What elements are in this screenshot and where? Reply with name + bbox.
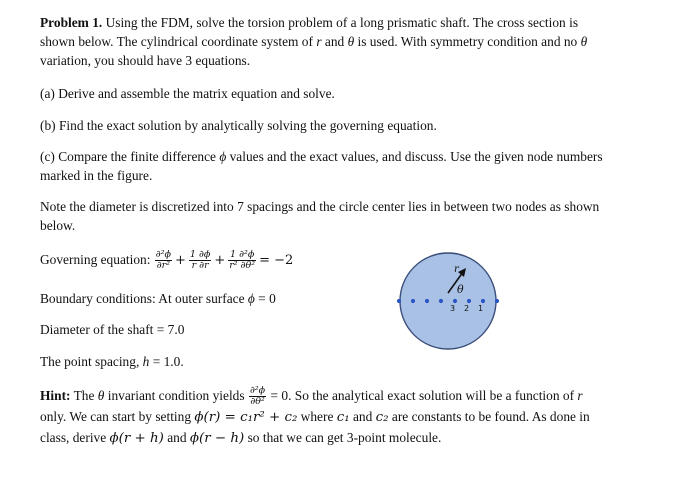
- part-c: (c) Compare the finite difference ϕ values and the exact values, and discuss. Use the given node numbers marked in the figure.: [40, 149, 603, 183]
- hint-label: Hint:: [40, 388, 71, 403]
- fraction-term-3: $\frac{\text{1 ∂²ϕ}}{\text{r² ∂θ²}}$: [229, 249, 256, 272]
- cross-section-figure: [396, 250, 500, 354]
- label-theta: θ: [457, 283, 464, 296]
- node-dot: [453, 299, 457, 303]
- hint-fraction: $\frac{\text{∂²ϕ}}{\text{∂θ²}}$: [249, 385, 266, 408]
- point-spacing: The point spacing, h = 1.0.: [40, 354, 184, 369]
- hint: Hint: The θ invariant condition yields $\frac{\text{∂²ϕ}}{\text{∂θ²}}$ = 0. So the analytical exact solution will be a function of r only. We can start by setting ϕ(r) = c₁r² + c₂ where c₁ and c₂ are constants to be found. As done in class, derive ϕ(r + h) and ϕ(r − h) so that we can get 3-point molecule.: [40, 385, 590, 447]
- note: Note the diameter is discretized into 7 spacings and the circle center lies in between two nodes as shown below.: [40, 199, 600, 233]
- node-dot: [411, 299, 415, 303]
- problem-statement: Problem 1. Using the FDM, solve the torsion problem of a long prismatic shaft. The cross section is shown below. The cylindrical coordinate system of r and θ is used. With symmetry condition and no θ variation, you should have 3 equations.: [40, 15, 588, 68]
- node-label-1: 1: [478, 304, 484, 313]
- node-dot: [481, 299, 485, 303]
- part-a: (a) Derive and assemble the matrix equation and solve.: [40, 86, 335, 101]
- node-dot: [439, 299, 443, 303]
- node-label-3: 3: [450, 304, 456, 313]
- node-dot: [495, 299, 499, 303]
- fraction-term-1: $\frac{\text{∂²ϕ}}{\text{∂r²}}$: [155, 249, 171, 272]
- problem-label: Problem 1.: [40, 15, 103, 30]
- node-label-2: 2: [464, 304, 470, 313]
- governing-equation: Governing equation: $\frac{\text{∂²ϕ}}{\text{∂r²}}$ + $\frac{1 \partial\phi}{r \partial r}$ + $\frac{\text{1 ∂²ϕ}}{\text{r² ∂θ²}}$ = −2: [40, 249, 294, 272]
- label-r: r: [454, 264, 459, 275]
- node-dot: [425, 299, 429, 303]
- boundary-conditions: Boundary conditions: At outer surface ϕ = 0: [40, 291, 276, 306]
- diameter: Diameter of the shaft = 7.0: [40, 322, 185, 337]
- part-b: (b) Find the exact solution by analytically solving the governing equation.: [40, 118, 437, 133]
- fraction-term-2: $\frac{1 \partial\phi}{r \partial r}$: [189, 249, 211, 272]
- node-dot: [397, 299, 401, 303]
- node-dot: [467, 299, 471, 303]
